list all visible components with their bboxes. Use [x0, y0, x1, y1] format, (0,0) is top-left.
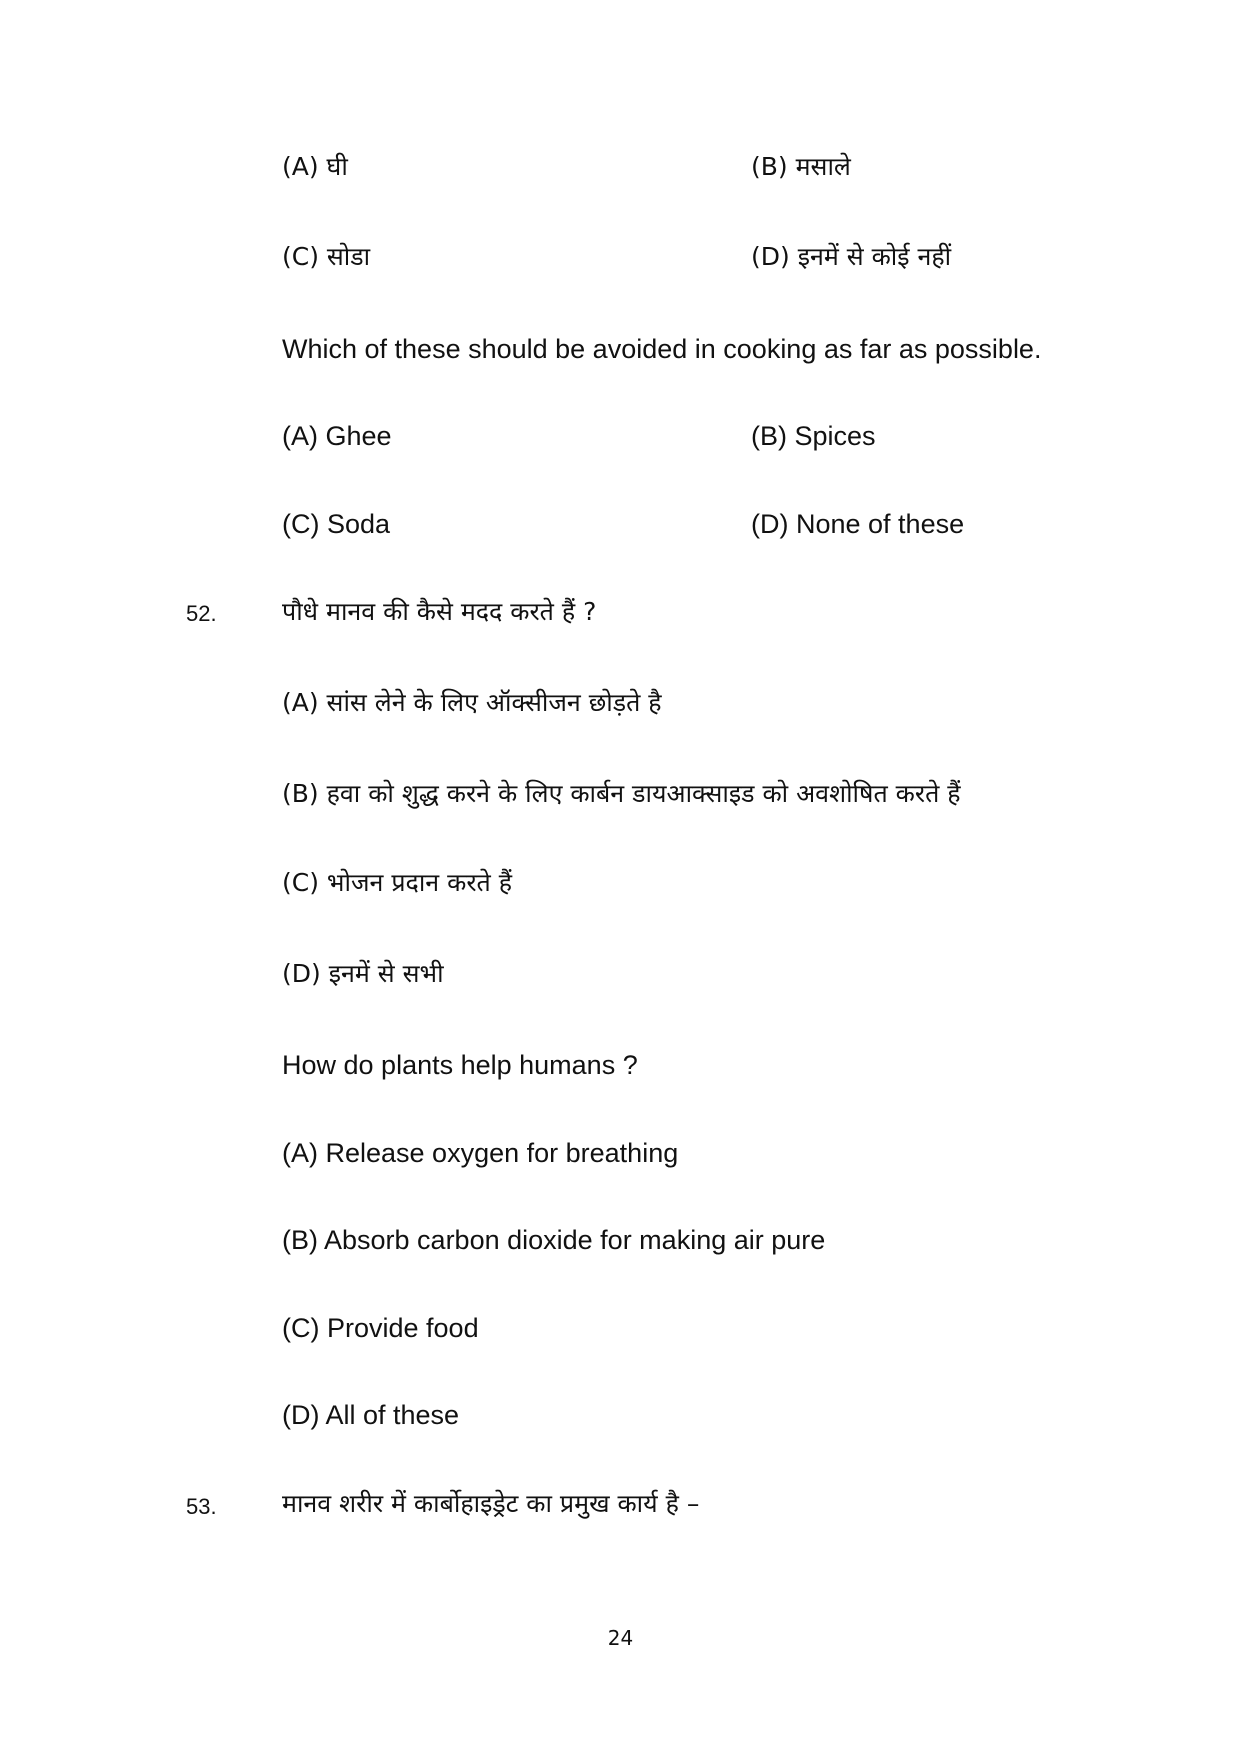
q51-hindi-option-a: (A) घी — [282, 152, 348, 181]
q52-english-option-b: (B) Absorb carbon dioxide for making air pure — [282, 1225, 826, 1255]
q52-hindi-option-d: (D) इनमें से सभी — [282, 959, 444, 988]
q52-hindi-question: पौधे मानव की कैसे मदद करते हैं ? — [282, 597, 597, 626]
q51-english-option-d: (D) None of these — [751, 509, 965, 539]
q52-hindi-option-a: (A) सांस लेने के लिए ऑक्सीजन छोड़ते है — [282, 688, 662, 717]
q51-english-option-c: (C) Soda — [282, 509, 391, 539]
q51-english-question: Which of these should be avoided in cooking as far as possible. — [282, 334, 1042, 364]
q52-hindi-option-c: (C) भोजन प्रदान करते हैं — [282, 868, 513, 897]
q52-english-question: How do plants help humans ? — [282, 1050, 638, 1080]
q53-number: 53. — [186, 1494, 217, 1519]
q52-english-option-d: (D) All of these — [282, 1400, 460, 1430]
q53-hindi-question: मानव शरीर में कार्बोहाइड्रेट का प्रमुख कार्य है – — [282, 1489, 700, 1518]
page-number: 24 — [607, 1626, 634, 1650]
q51-hindi-option-d: (D) इनमें से कोई नहीं — [751, 242, 952, 271]
q51-hindi-option-c: (C) सोडा — [282, 242, 371, 271]
q52-english-option-a: (A) Release oxygen for breathing — [282, 1138, 679, 1168]
q52-hindi-option-b: (B) हवा को शुद्ध करने के लिए कार्बन डायआक्साइड को अवशोषित करते हैं — [282, 779, 961, 808]
q51-hindi-option-b: (B) मसाले — [751, 152, 851, 181]
q52-english-option-c: (C) Provide food — [282, 1313, 479, 1343]
q51-english-option-b: (B) Spices — [751, 421, 876, 451]
q51-english-option-a: (A) Ghee — [282, 421, 392, 451]
q52-number: 52. — [186, 601, 217, 626]
